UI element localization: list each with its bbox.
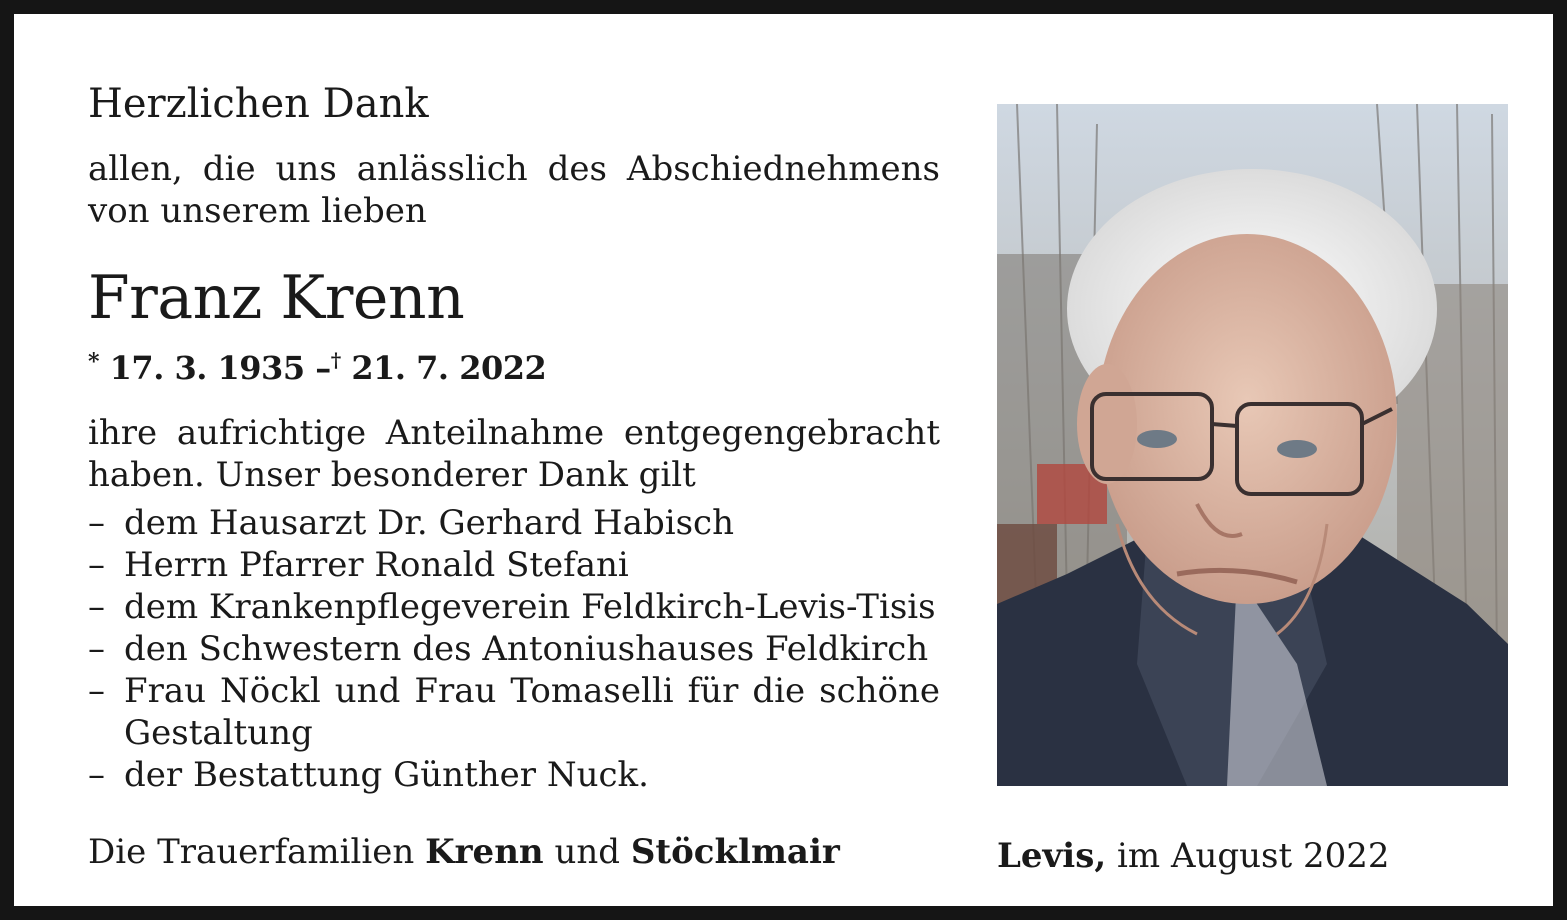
family-prefix: Die Trauerfamilien: [88, 832, 415, 872]
death-mark: †: [330, 348, 341, 372]
birth-date: 17. 3. 1935: [109, 349, 305, 387]
life-dates: [88, 338, 546, 390]
notice-heading: Herzlichen Dank: [88, 81, 429, 127]
list-item: [88, 544, 940, 586]
list-dash: –: [88, 755, 105, 795]
list-item-text: Frau Nöckl und Frau Tomaselli für die schöne: [124, 671, 940, 711]
date-text: im August 2022: [1117, 836, 1390, 876]
date-separator: –: [315, 349, 331, 387]
list-item-continuation: Gestaltung: [124, 713, 313, 753]
thanks-list: [88, 502, 940, 796]
intro-line-2: von unserem lieben: [88, 191, 427, 231]
birth-mark: *: [88, 349, 100, 375]
family-name-2: Stöcklmair: [630, 832, 840, 872]
family-signature: [88, 830, 840, 874]
list-item: [88, 586, 940, 628]
deceased-name: Franz Krenn: [88, 263, 465, 333]
family-and: und: [554, 832, 621, 872]
intro-line-1: allen, die uns anlässlich des Abschiednehmens: [88, 149, 940, 189]
list-item: [88, 502, 940, 544]
body-line-1: ihre aufrichtige Anteilnahme entgegengebracht: [88, 413, 940, 453]
list-item-text: dem Krankenpflegeverein Feldkirch-Levis-Tisis: [124, 587, 936, 627]
list-item-text: der Bestattung Günther Nuck.: [124, 755, 649, 795]
place-date: [997, 834, 1390, 878]
list-item-text: dem Hausarzt Dr. Gerhard Habisch: [124, 503, 734, 543]
body-line-2: haben. Unser besonderer Dank gilt: [88, 455, 696, 495]
portrait-photo: [997, 104, 1508, 786]
list-item-text: den Schwestern des Antoniushauses Feldkirch: [124, 629, 929, 669]
death-date: 21. 7. 2022: [351, 349, 547, 387]
list-item: [88, 670, 940, 754]
list-dash: –: [88, 587, 105, 627]
place: Levis,: [997, 836, 1107, 876]
list-item: [88, 628, 940, 670]
family-name-1: Krenn: [425, 832, 544, 872]
list-dash: –: [88, 545, 105, 585]
list-item: [88, 754, 940, 796]
list-dash: –: [88, 629, 105, 669]
list-item-text: Herrn Pfarrer Ronald Stefani: [124, 545, 629, 585]
list-dash: –: [88, 503, 105, 543]
list-dash: –: [88, 671, 105, 711]
